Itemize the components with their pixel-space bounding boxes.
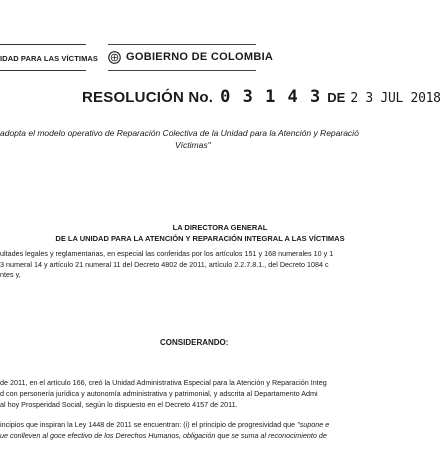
resolution-label: RESOLUCIÓN No. bbox=[82, 89, 214, 106]
faculties-line: 3 numeral 14 y artículo 21 numeral 11 del Decreto 4802 de 2011, artículo 2.2.7.8.1., del Decreto 1084 c bbox=[0, 259, 329, 269]
director-heading bbox=[0, 223, 400, 244]
paragraph-text: incipios que inspiran la Ley 1448 de 2011 se encuentran: (i) el principio de progresividad que bbox=[0, 420, 298, 429]
resolution-de-label: DE bbox=[327, 90, 346, 105]
director-title: LA DIRECTORA GENERAL bbox=[172, 223, 268, 232]
paragraph-line: al hoy Prosperidad Social, según lo dispuesto en el Decreto 4157 de 2011. bbox=[0, 400, 238, 409]
subject-line: adopta el modelo operativo de Reparación Colectiva de la Unidad para la Atención y Reparació bbox=[0, 128, 359, 138]
government-name: GOBIERNO DE COLOMBIA bbox=[126, 51, 274, 63]
paragraph-line: d con personería jurídica y autonomía administrativa y patrimonial, y adscrita al Departamento Admi bbox=[0, 389, 318, 398]
resolution-heading bbox=[82, 87, 441, 107]
resolution-date: 2 3 JUL 2018 bbox=[350, 91, 441, 106]
paragraph-line bbox=[0, 419, 400, 430]
considerando-heading: CONSIDERANDO: bbox=[160, 338, 229, 347]
header-rule bbox=[0, 44, 86, 45]
government-rule bbox=[108, 44, 256, 45]
faculties-line: ultades legales y reglamentarias, en especial las conferidas por los artículos 151 y 168 numerales 10 y 1 bbox=[0, 249, 334, 258]
faculties-line: ntes y, bbox=[0, 270, 21, 279]
subject-line: Víctimas" bbox=[175, 140, 211, 150]
paragraph-quote: "supone e bbox=[297, 420, 330, 429]
body-paragraph bbox=[0, 419, 400, 441]
resolution-subject bbox=[0, 127, 400, 151]
government-rule bbox=[108, 70, 256, 71]
body-paragraph bbox=[0, 377, 400, 410]
faculties-paragraph bbox=[0, 249, 400, 281]
director-unit: DE LA UNIDAD PARA LA ATENCIÓN Y REPARACIÓN INTEGRAL A LAS VÍCTIMAS bbox=[55, 233, 345, 243]
resolution-number: 0 3 1 4 3 bbox=[220, 87, 322, 107]
unit-name: IDAD PARA LAS VÍCTIMAS bbox=[0, 54, 99, 63]
colombia-seal-icon bbox=[108, 51, 121, 64]
paragraph-line: de 2011, en el artículo 166, creó la Unidad Administrativa Especial para la Atención y Reparación Integ bbox=[0, 378, 327, 387]
paragraph-line: ue conlleven al goce efectivo de los Derechos Humanos, obligación que se suma al reconocimiento de bbox=[0, 431, 327, 440]
government-header bbox=[108, 49, 273, 65]
header-rule bbox=[0, 70, 86, 71]
